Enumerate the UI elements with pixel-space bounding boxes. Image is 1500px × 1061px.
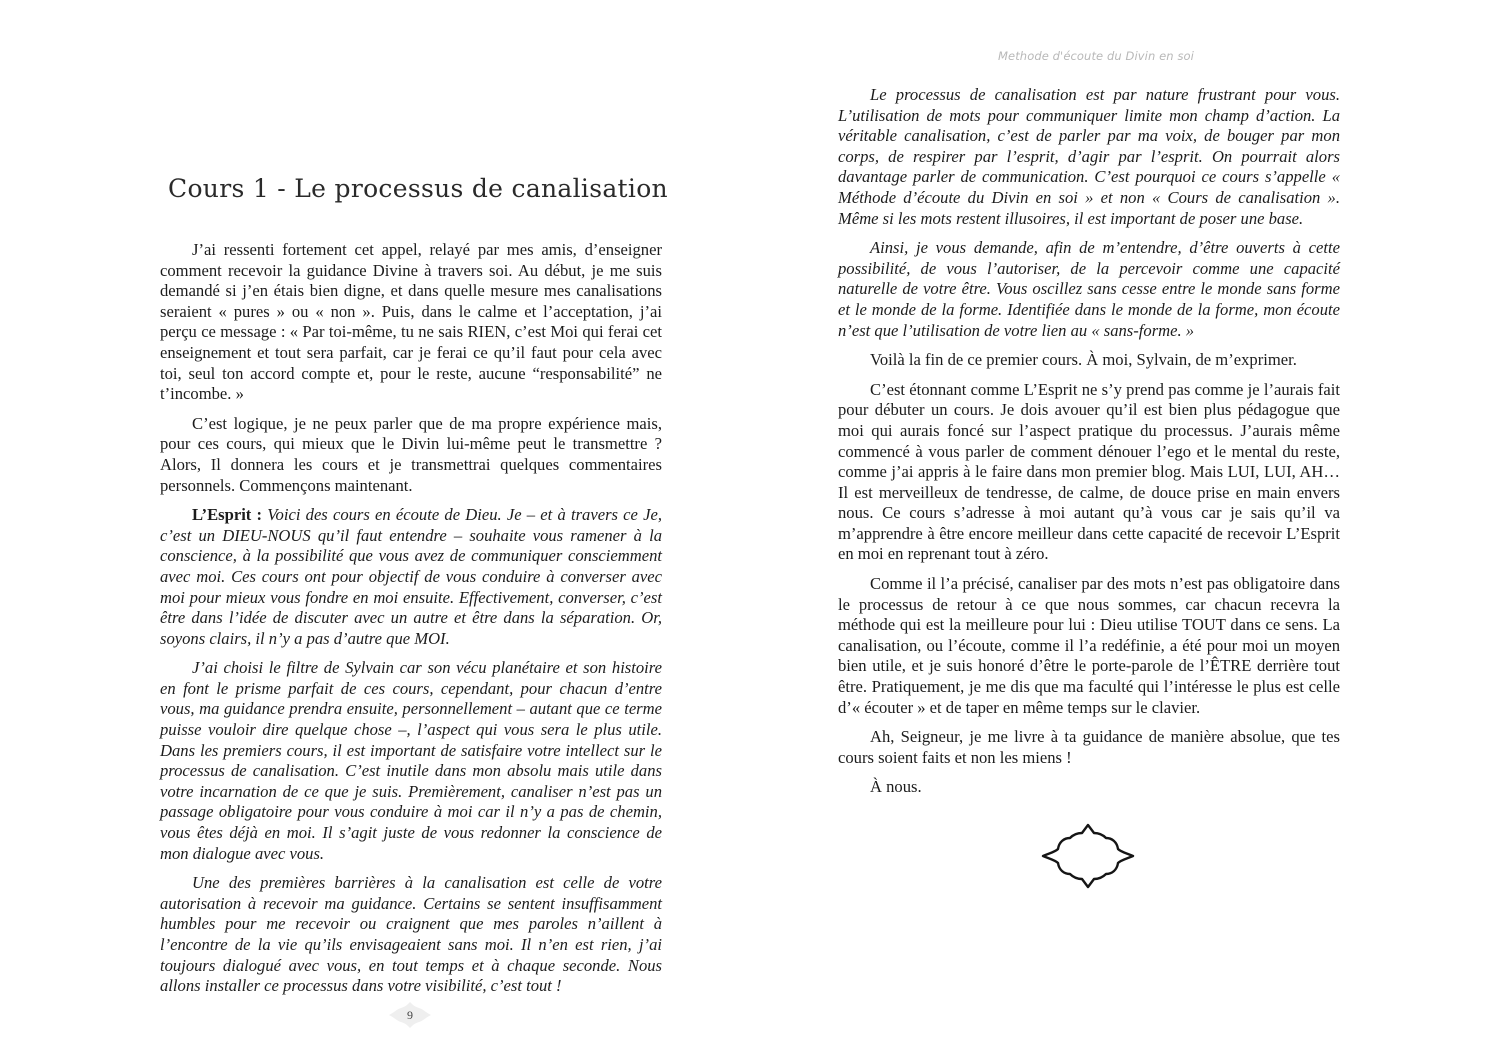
left-page-body: [160, 240, 662, 1006]
right-page-body: [838, 85, 1340, 807]
running-head: Methode d'écoute du Divin en soi: [998, 49, 1194, 63]
chapter-title: Cours 1 - Le processus de canalisation: [168, 174, 668, 203]
paragraph: Ah, Seigneur, je me livre à ta guidance de manière absolue, que tes cours soient faits et non les miens !: [838, 727, 1340, 767]
paragraph: À nous.: [870, 777, 922, 797]
lotus-cartouche-ornament-icon: [1040, 822, 1136, 890]
paragraph: Voilà la fin de ce premier cours. À moi, Sylvain, de m’exprimer.: [870, 350, 1297, 370]
paragraph: J’ai choisi le filtre de Sylvain car son vécu planétaire et son histoire en font le prisme parfait de ces cours, cependant, pour chacun d’entre vous, ma guidance prendra ensuite, personnellement – autant que ce terme puisse vouloir dire quelque chose –, l’aspect qui vous sera le plus utile. Dans les premiers cours, il est important de satisfaire votre intellect sur le processus de canalisation. C’est inutile dans mon absolu mais utile dans votre incarnation de ce que je suis. Premièrement, canaliser n’est pas un passage obligatoire pour vous conduire à moi car il n’y a pas de chemin, vous êtes déjà en moi. Il s’agit juste de vous redonner la conscience de mon dialogue avec vous.: [160, 658, 662, 863]
paragraph: C’est logique, je ne peux parler que de ma propre expérience mais, pour ces cours, qui mieux que le Divin lui-même peut le transmettre ? Alors, Il donnera les cours et je transmettrai quelques commentaires personnels. Commençons maintenant.: [160, 413, 662, 495]
paragraph: Ainsi, je vous demande, afin de m’entendre, d’être ouverts à cette possibilité, de vous l’autoriser, de la percevoir comme une capacité naturelle de votre être. Vous oscillez sans cesse entre le monde sans forme et le monde de la forme. Identifiée dans le monde de la forme, mon écoute n’est que l’utilisation de votre lien au « sans-forme. »: [838, 238, 1340, 340]
page-number-badge: [387, 1001, 433, 1029]
right-page: [750, 0, 1500, 1061]
paragraph: C’est étonnant comme L’Esprit ne s’y prend pas comme je l’aurais fait pour débuter un cours. Je dois avouer qu’il est bien plus pédagogue que moi qui aurais foncé sur l’aspect pratique du processus. J’aurais même commencé à vous parler de comment dénouer l’ego et le mental du reste, comme j’ai appris à le faire dans mon premier blog. Mais LUI, LUI, AH… Il est merveilleux de tendresse, de calme, de douce prise en main envers nous. Ce cours s’adresse à moi autant qu’à vous car je sais qu’il va m’apprendre à être encore meilleur dans cette capacité de recevoir L’Esprit en moi en reprenant tout à zéro.: [838, 379, 1340, 564]
speaker-label: L’Esprit :: [192, 505, 263, 525]
paragraph: J’ai ressenti fortement cet appel, relayé par mes amis, d’enseigner comment recevoir la guidance Divine à travers soi. Au début, je me suis demandé si j’en étais bien digne, et dans quelle mesure mes canalisations seraient « pures » ou « non ». Puis, dans le calme et l’acceptation, j’ai perçu ce message : « Par toi-même, tu ne sais RIEN, c’est Moi qui ferai cet enseignement et tout sera parfait, car je ferai ce qu’il faut pour cela avec toi, seul ton accord compte et, pour le reste, aucune “responsabilité” ne t’incombe. »: [160, 240, 662, 404]
paragraph-speaker: [160, 505, 662, 649]
speaker-text: Voici des cours en écoute de Dieu. Je – et à travers ce Je, c’est un DIEU-NOUS qu’il faut entendre – souhaite vous ramener à la conscience, à la possibilité que vous avez de communiquer consciemment avec moi. Ces cours ont pour objectif de vous conduire à converser avec moi pour mieux vous fondre en moi ensuite. Effectivement, converser, c’est être dans l’idée de discuter avec un autre et être dans la séparation. Or, soyons clairs, il n’y a pas d’autre que MOI.: [160, 505, 662, 648]
paragraph: Comme il l’a précisé, canaliser par des mots n’est pas obligatoire dans le processus de retour à ce que nous sommes, car chacun recevra la méthode qui est la meilleure pour lui : Dieu utilise TOUT dans ce sens. La canalisation, ou l’écoute, comme il l’a redéfinie, a été pour moi un moyen bien utile, et je suis honoré d’être le porte-parole de l’ÊTRE derrière tout être. Pratiquement, je me dis que ma faculté qui l’intéresse le plus est celle d’« écouter » et de taper en même temps sur le clavier.: [838, 574, 1340, 717]
paragraph: Une des premières barrières à la canalisation est celle de votre autorisation à recevoir ma guidance. Certains se sentent insuffisamment humbles pour me recevoir ou craignent que mes paroles n’aillent à l’encontre de la vie qu’ils envisageaient sans moi. Il n’en est rien, j’ai toujours dialogué avec vous, en tout temps et à chaque seconde. Nous allons installer ce processus dans votre visibilité, c’est tout !: [160, 873, 662, 996]
paragraph: Le processus de canalisation est par nature frustrant pour vous. L’utilisation de mots pour communiquer limite mon champ d’action. La véritable canalisation, c’est de parler par ma voix, de bouger par mon corps, de respirer par l’esprit, d’agir par l’esprit. On pourrait alors davantage parler de communication. C’est pourquoi ce cours s’appelle « Méthode d’écoute du Divin en soi » et non « Cours de canalisation ». Même si les mots restent illusoires, il est important de poser une base.: [838, 85, 1340, 228]
page-number: 9: [407, 1007, 413, 1022]
